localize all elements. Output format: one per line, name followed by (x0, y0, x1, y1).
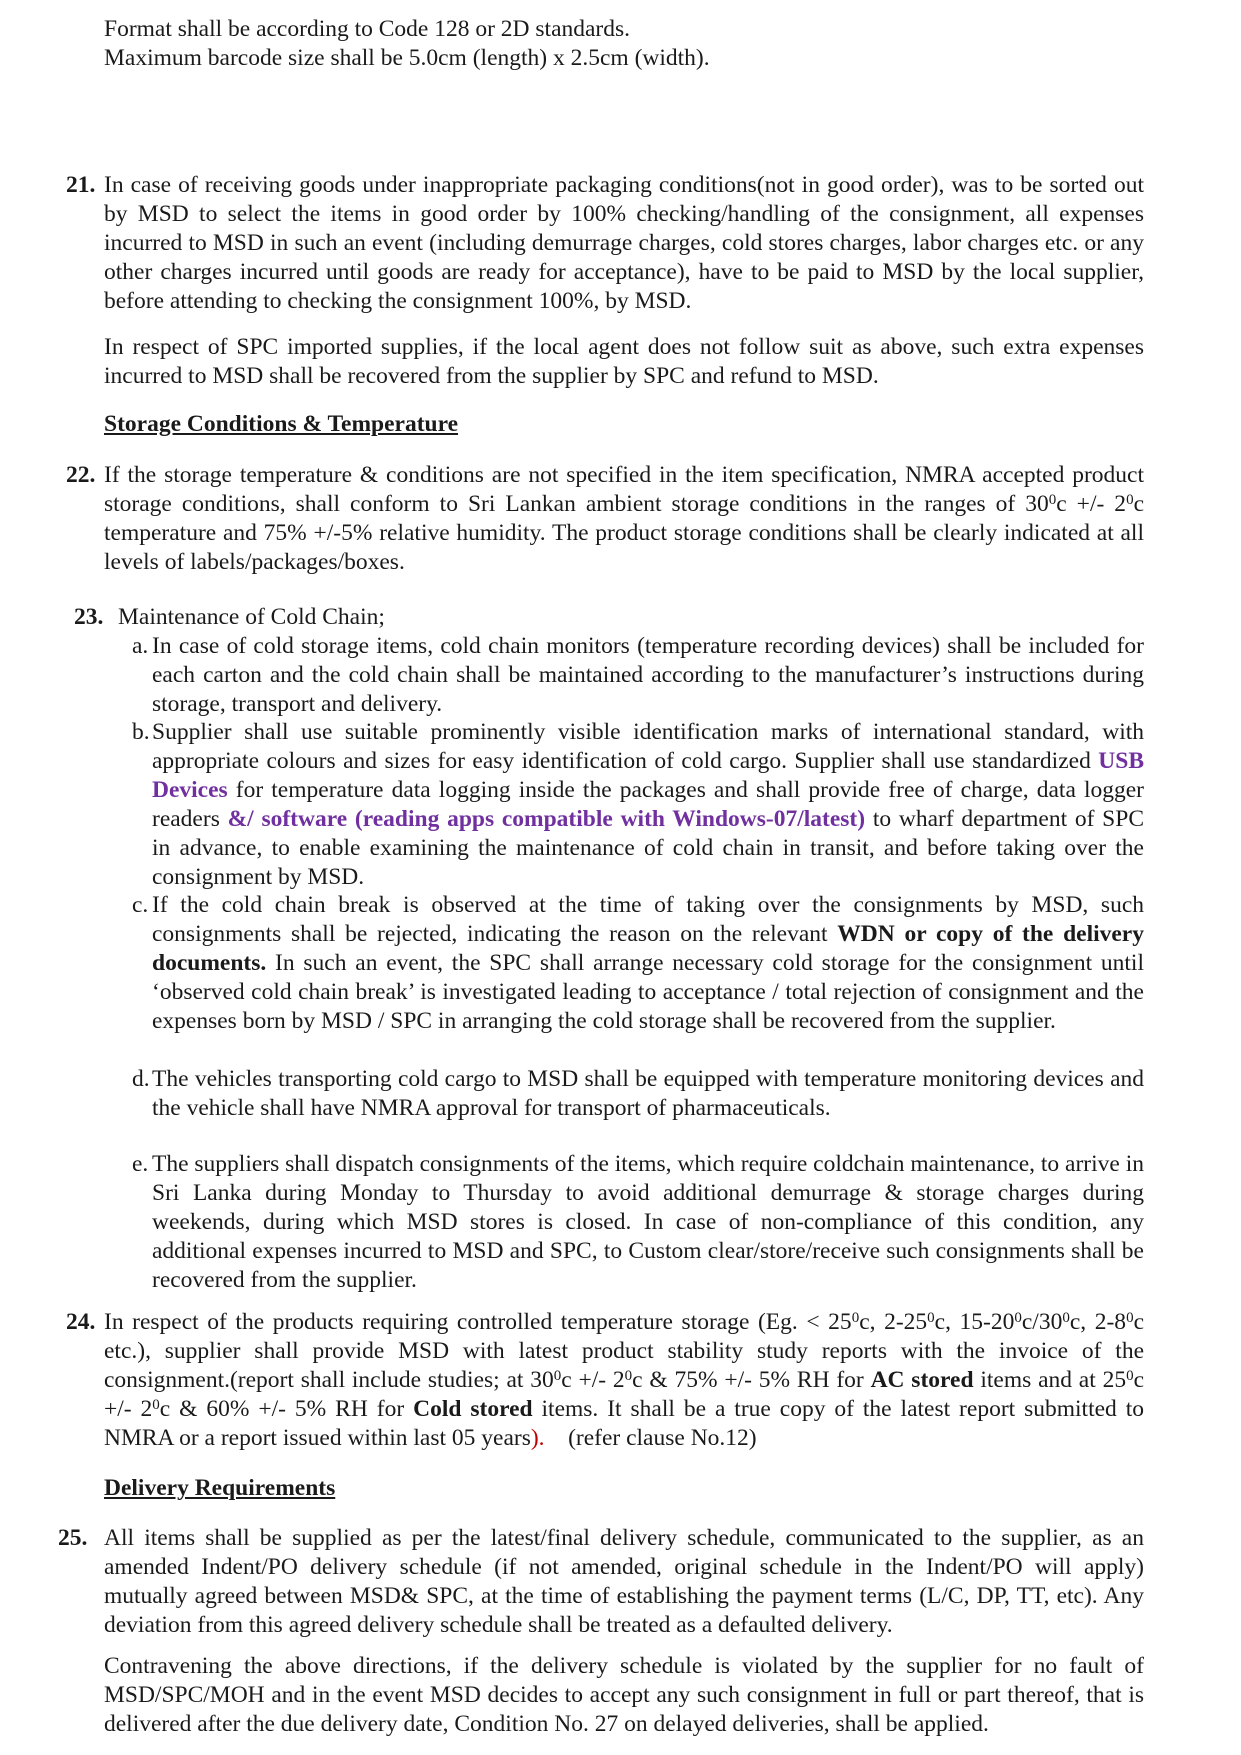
clause-23-number: 23. (74, 604, 104, 630)
clause-21-para2-text: In respect of SPC imported supplies, if the local agent does not follow suit as above, such extra expenses incurred to MSD shall be recovered from the supplier by SPC and refund to MSD. (104, 334, 1144, 389)
clause-24 (104, 1308, 1144, 1453)
section-heading-delivery: Delivery Requirements (104, 1475, 336, 1501)
clause-21-text: In case of receiving goods under inappropriate packaging conditions(not in good order), was to be sorted out by MSD to select the items in good order by 100% checking/handling of the consignment, all expenses incurred to MSD in such an event (including demurrage charges, cold stores charges, labor charges etc. or any other charges incurred until goods are ready for acceptance), have to be paid to MSD by the local supplier, before attending to checking the consignment 100%, by MSD. (104, 172, 1144, 314)
clause-25-para2-text: Contravening the above directions, if the delivery schedule is violated by the supplier for no fault of MSD/SPC/MOH and in the event MSD decides to accept any such consignment in full or part thereof, that is delivered after the due delivery date, Condition No. 27 on delayed deliveries, shall be applied. (104, 1653, 1144, 1737)
item-b-letter: b. (132, 719, 150, 745)
clause-24-text: In respect of the products requiring controlled temperature storage (Eg. < $25^0c$, $2-25^0c$, $15-20^0c/30^0c$, $2-8^0c$ etc.), supplier shall provide MSD with latest product stability study reports with the invoice of the consignment.(report shall include studies; at $30^0c$ +/- $2^0c$ & 75% +/- 5% RH for AC stored items and at $25^0c$ +/- $2^0c$ & 60% +/- 5% RH for Cold stored items. It shall be a true copy of the latest report submitted to NMRA or a report issued within last 05 years). (refer clause No.12) (104, 1309, 1145, 1451)
clause-25-number: 25. (58, 1525, 88, 1551)
clause-25-paragraph-2 (104, 1652, 1144, 1739)
clause-22-text: If the storage temperature & conditions are not specified in the item specification, NMRA accepted product storage conditions, shall conform to Sri Lankan ambient storage conditions in the ranges of $30^0c$ +/- $2^0c$ temperature and 75% +/-5% relative humidity. The product storage conditions shall be clearly indicated at all levels of labels/packages/boxes. (104, 462, 1144, 575)
clause-21-paragraph-2 (104, 333, 1144, 391)
item-d-text: The vehicles transporting cold cargo to MSD shall be equipped with temperature monitoring devices and the vehicle shall have NMRA approval for transport of pharmaceuticals. (152, 1066, 1144, 1121)
clause-22 (104, 461, 1144, 577)
clause-23-item-c (132, 891, 1144, 1036)
section-heading-storage: Storage Conditions & Temperature (104, 411, 459, 437)
barcode-format-note (104, 15, 1144, 73)
clause-22-number: 22. (66, 462, 96, 488)
item-e-text: The suppliers shall dispatch consignments of the items, which require coldchain maintenance, to arrive in Sri Lanka during Monday to Thursday to avoid additional demurrage & storage charges during weekends, during which MSD stores is closed. In case of non-compliance of this condition, any additional expenses incurred to MSD and SPC, to Custom clear/store/receive such consignments shall be recovered from the supplier. (152, 1151, 1144, 1293)
item-d-letter: d. (132, 1066, 150, 1092)
software-highlight: &/ software (reading apps compatible with Windows-07/latest) (227, 806, 866, 832)
item-c-text: If the cold chain break is observed at the time of taking over the consignments by MSD, such consignments shall be rejected, indicating the reason on the relevant WDN or copy of the delivery documents. In such an event, the SPC shall arrange necessary cold storage for the consignment until ‘observed cold chain break’ is investigated leading to acceptance / total rejection of consignment and the expenses born by MSD / SPC in arranging the cold storage shall be recovered from the supplier. (152, 892, 1144, 1034)
item-e-letter: e. (132, 1151, 149, 1177)
usb-devices-highlight: USB Devices (152, 748, 1144, 803)
intro-line-2: Maximum barcode size shall be 5.0cm (length) x 2.5cm (width). (104, 45, 710, 71)
clause-23-item-e (132, 1150, 1144, 1295)
red-closing-paren: ). (530, 1425, 545, 1451)
clause-24-number: 24. (66, 1309, 96, 1335)
item-a-text: In case of cold storage items, cold chain monitors (temperature recording devices) shall be included for each carton and the cold chain shall be maintained according to the manufacturer’s instructions during storage, transport and delivery. (152, 633, 1144, 717)
clause-25 (104, 1524, 1144, 1640)
clause-21 (104, 171, 1144, 316)
item-a-letter: a. (132, 633, 149, 659)
clause-23-item-b (132, 718, 1144, 892)
intro-line-1: Format shall be according to Code 128 or 2D standards. (104, 16, 631, 42)
clause-23-item-d (132, 1065, 1144, 1123)
clause-23-title: Maintenance of Cold Chain; (118, 604, 385, 630)
clause-23-item-a (132, 632, 1144, 719)
item-b-text: Supplier shall use suitable prominently visible identification marks of international standard, with appropriate colours and sizes for easy identification of cold cargo. Supplier shall use standardized USB Devices for temperature data logging inside the packages and shall provide free of charge, data logger readers &/ software (reading apps compatible with Windows-07/latest) to wharf department of SPC in advance, to enable examining the maintenance of cold chain in transit, and before taking over the consignment by MSD. (152, 719, 1144, 890)
item-c-letter: c. (132, 892, 149, 918)
clause-21-number: 21. (66, 172, 96, 198)
clause-25-text: All items shall be supplied as per the latest/final delivery schedule, communicated to the supplier, as an amended Indent/PO delivery schedule (if not amended, original schedule in the Indent/PO will apply) mutually agreed between MSD& SPC, at the time of establishing the payment terms (L/C, DP, TT, etc). Any deviation from this agreed delivery schedule shall be treated as a defaulted delivery. (104, 1525, 1144, 1638)
